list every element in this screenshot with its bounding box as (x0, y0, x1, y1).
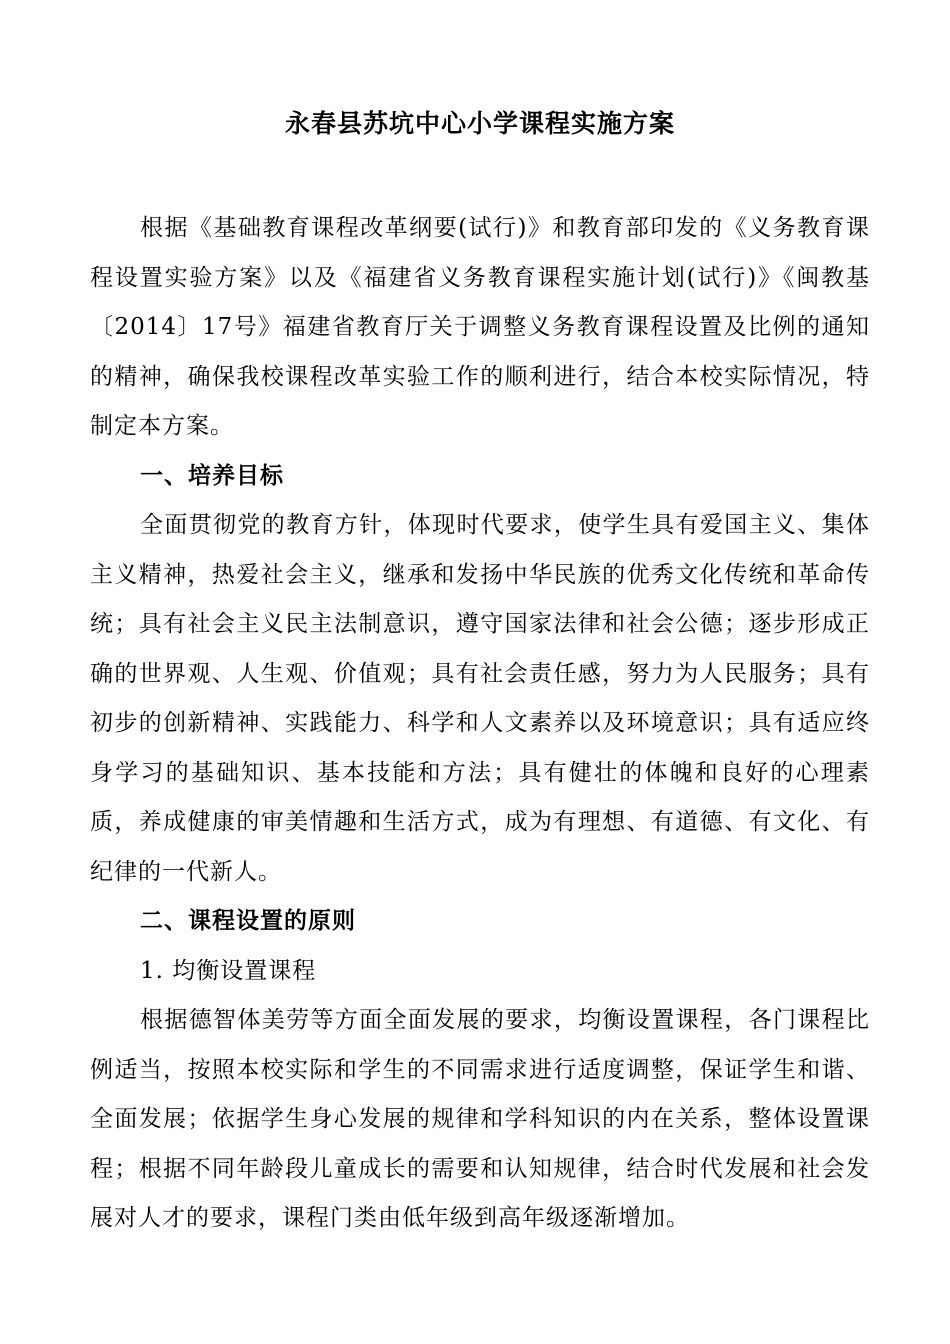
balanced-curriculum-paragraph: 根据德智体美劳等方面全面发展的要求，均衡设置课程，各门课程比例适当，按照本校实际和学生的不同需求进行适度调整，保证学生和谐、全面发展；依据学生身心发展的规律和学科知识的内在关系，整体设置课程；根据不同年龄段儿童成长的需要和认知规律，结合时代发展和社会发展对人才的要求，课程门类由低年级到高年级逐渐增加。 (90, 1007, 870, 1231)
training-goals-paragraph: 全面贯彻党的教育方针，体现时代要求，使学生具有爱国主义、集体主义精神，热爱社会主义，继承和发扬中华民族的优秀文化传统和革命传统；具有社会主义民主法制意识，遵守国家法律和社会公德；逐步形成正确的世界观、人生观、价值观；具有社会责任感，努力为人民服务；具有初步的创新精神、实践能力、科学和人文素养以及环境意识；具有适应终身学习的基础知识、基本技能和方法；具有健壮的体魄和良好的心理素质，养成健康的审美情趣和生活方式，成为有理想、有道德、有文化、有纪律的一代新人。 (90, 512, 870, 885)
document-title: 永春县苏坑中心小学课程实施方案 (284, 109, 675, 138)
subheading-balanced-curriculum: 1. 均衡设置课程 (140, 957, 317, 984)
intro-paragraph: 根据《基础教育课程改革纲要(试行)》和教育部印发的《义务教育课程设置实验方案》以及《福建省义务教育课程实施计划(试行)》《闽教基〔2014〕17号》福建省教育厅关于调整义务教育课程设置及比例的通知的精神，确保我校课程改革实验工作的顺利进行，结合本校实际情况，特制定本方案。 (90, 215, 870, 439)
section-heading-curriculum-principles: 二、课程设置的原则 (140, 908, 356, 934)
document-page (90, 104, 870, 1244)
section-heading-training-goals: 一、培养目标 (140, 462, 284, 489)
